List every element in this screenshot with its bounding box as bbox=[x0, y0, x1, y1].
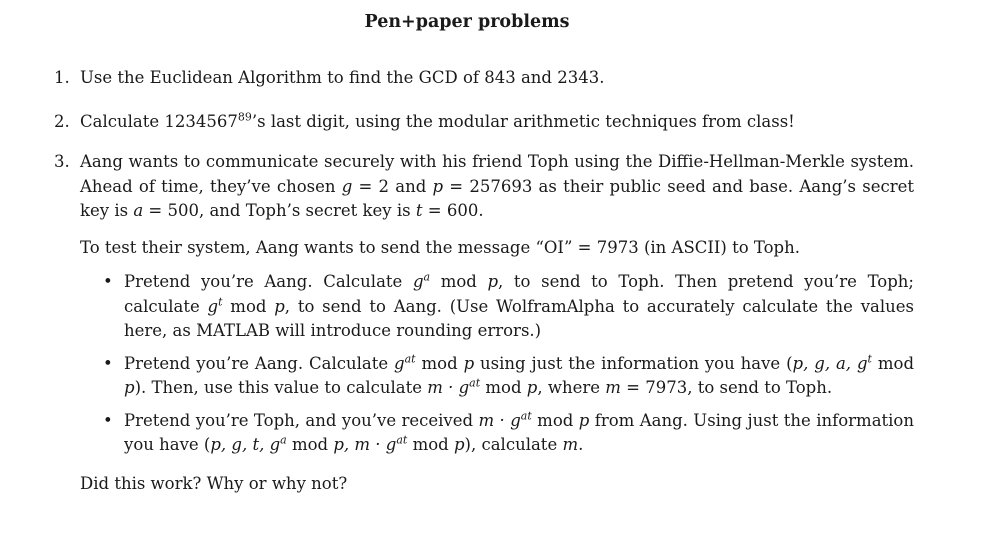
problem-intro: Aang wants to communicate securely with his friend Toph using the Diffie-Hellman-Merkle system. Ahead of time, they’ve chosen g = 2 and p = 257693 as their public seed and base. Aang’s secret key is a = 500, and Toph’s secret key is t = 600. bbox=[80, 152, 914, 220]
bullet-icon: • bbox=[103, 410, 113, 430]
closing-question: Did this work? Why or why not? bbox=[80, 473, 348, 493]
bullet-icon: • bbox=[103, 272, 113, 291]
problem-number: 1. bbox=[54, 68, 70, 87]
problem-number: 2. bbox=[54, 112, 70, 131]
subtask-item: • Pretend you’re Toph, and you’ve received $m \cdot g^{at}$ mod p from Aang. Using just the information you have (p, g, t, $g^a$ mod p, $m \cdot g^{at}$ mod p), calculate m. bbox=[103, 409, 914, 454]
problem-text: Use the Euclidean Algorithm to find the GCD of 843 and 2343. bbox=[80, 68, 605, 87]
problem-3 bbox=[54, 150, 914, 496]
subtask-item: • Pretend you’re Aang. Calculate $g^a$ mod p, to send to Toph. Then pretend you’re Toph; calculate $g^t$ mod p, to send to Aang. (Use WolframAlpha to accurately calculate the values here, as MATLAB will introduce rounding errors.) bbox=[103, 270, 915, 340]
problem-1 bbox=[54, 66, 914, 91]
problem-context: To test their system, Aang wants to send the message “OI” = 7973 (in ASCII) to Toph. bbox=[80, 237, 800, 257]
problem-2 bbox=[54, 110, 914, 135]
subtask-item: • Pretend you’re Aang. Calculate $g^{at}$ mod p using just the information you have (p, g, a, $g^t$ mod p). Then, use this value to calculate $m \cdot g^{at}$ mod p, where m = 7973, to send to Toph. bbox=[103, 352, 915, 397]
bullet-icon: • bbox=[103, 353, 113, 373]
subtask-list bbox=[54, 270, 914, 458]
problem-number: 3. bbox=[54, 152, 70, 171]
problem-text: Calculate 1234567$^{89}$’s last digit, using the modular arithmetic techniques from class! bbox=[80, 110, 795, 131]
page-title: Pen+paper problems bbox=[364, 12, 570, 32]
exponent: 89 bbox=[237, 110, 252, 124]
